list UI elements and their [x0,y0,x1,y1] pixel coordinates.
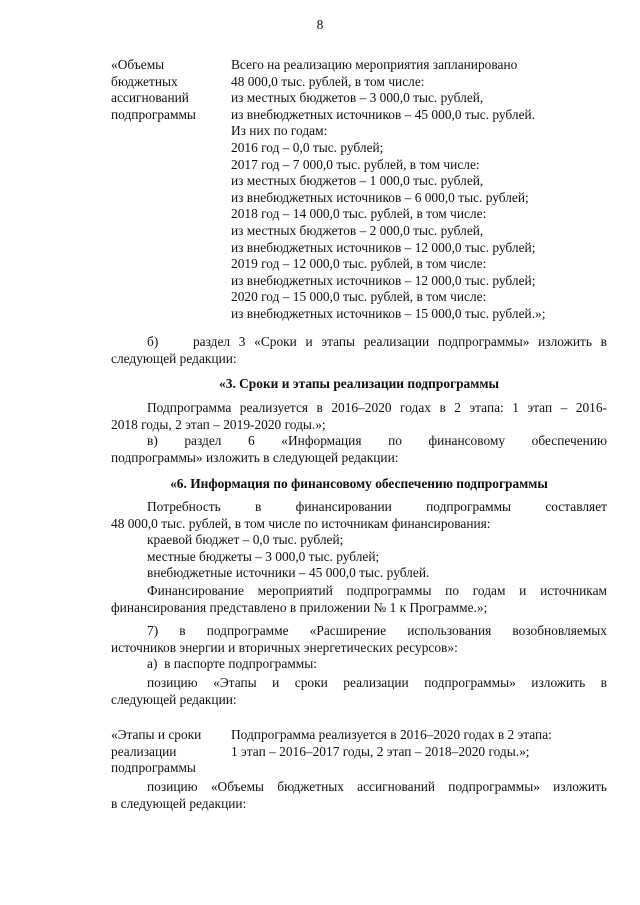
value-line: из внебюджетных источников – 6 000,0 тыс. рублей; [231,189,529,205]
text-line: финансирования представлено в приложении № 1 к Программе.»; [111,599,488,615]
passport-stages-value [231,727,621,760]
label-line: подпрограммы [111,106,196,122]
label-line: подпрограммы [111,760,196,776]
text-line: 48 000,0 тыс. рублей, в том числе по источникам финансирования: [111,515,491,531]
text-line: источников энергии и вторичных энергетических ресурсов»: [111,639,458,655]
value-line: Всего на реализацию мероприятия запланировано [231,57,518,72]
text-line: в) раздел 6 «Информация по финансовому обеспечению [147,433,607,448]
text-line: Потребность в финансировании подпрограммы составляет [147,499,607,514]
value-line: из местных бюджетов – 3 000,0 тыс. рублей, [231,90,484,106]
passport-budget-value [231,57,621,323]
text-line: следующей редакции: [111,691,237,707]
text-line: Подпрограмма реализуется в 2016–2020 годах в 2 этапа: 1 этап – 2016- [147,400,607,415]
label-line: «Объемы [111,57,165,72]
paragraph-financing [111,583,607,616]
text-line: 7) в подпрограмме «Расширение использования возобновляемых [147,623,607,638]
value-line: из местных бюджетов – 1 000,0 тыс. рублей, [231,173,484,189]
paragraph-b [111,334,607,367]
text-line: позицию «Объемы бюджетных ассигнований подпрограммы» изложить [147,779,607,794]
value-line: Из них по годам: [231,123,328,139]
value-line: 1 этап – 2016–2017 годы, 2 этап – 2018–2020 годы.»; [231,743,530,759]
page-number: 8 [316,17,324,32]
source-line: местные бюджеты – 3 000,0 тыс. рублей; [147,548,380,564]
source-line: краевой бюджет – 0,0 тыс. рублей; [147,532,344,548]
text-line: следующей редакции: [111,350,237,366]
label-line: бюджетных [111,73,178,89]
value-line: Подпрограмма реализуется в 2016–2020 годах в 2 этапа: [231,727,552,742]
label-line: «Этапы и сроки [111,727,202,742]
paragraph-v [111,433,607,466]
value-line: 2018 год – 14 000,0 тыс. рублей, в том числе: [231,206,487,222]
section-6-heading: «6. Информация по финансовому обеспечению подпрограммы [170,476,548,491]
paragraph-7 [111,623,607,673]
value-line: из местных бюджетов – 2 000,0 тыс. рублей, [231,222,484,238]
value-line: 2020 год – 15 000,0 тыс. рублей, в том числе: [231,289,487,305]
value-line: из внебюджетных источников – 15 000,0 тыс. рублей.»; [231,305,546,321]
paragraph-position-budget [111,779,607,812]
text-line: 2018 годы, 2 этап – 2019-2020 годы.»; [111,416,326,432]
text-line: а) в паспорте подпрограммы: [147,656,317,672]
paragraph-position-stages [111,675,607,708]
passport-budget-label [111,57,226,123]
value-line: 2016 год – 0,0 тыс. рублей; [231,139,384,155]
text-line: подпрограммы» изложить в следующей редакции: [111,449,399,465]
value-line: 48 000,0 тыс. рублей, в том числе: [231,73,425,89]
label-line: ассигнований [111,90,189,106]
paragraph-stages [111,400,607,433]
text-line: б) раздел 3 «Сроки и этапы реализации подпрограммы» изложить в [147,334,607,349]
passport-stages-label [111,727,226,777]
paragraph-need [111,499,607,582]
section-3-heading: «3. Сроки и этапы реализации подпрограммы [219,376,499,391]
value-line: из внебюджетных источников – 12 000,0 тыс. рублей; [231,272,536,288]
label-line: реализации [111,743,177,759]
value-line: из внебюджетных источников – 12 000,0 тыс. рублей; [231,239,536,255]
value-line: 2017 год – 7 000,0 тыс. рублей, в том числе: [231,156,480,172]
text-line: в следующей редакции: [111,795,247,811]
value-line: из внебюджетных источников – 45 000,0 тыс. рублей. [231,106,536,122]
source-line: внебюджетные источники – 45 000,0 тыс. рублей. [147,565,430,581]
value-line: 2019 год – 12 000,0 тыс. рублей, в том числе: [231,256,487,272]
text-line: Финансирование мероприятий подпрограммы по годам и источникам [147,583,607,598]
text-line: позицию «Этапы и сроки реализации подпрограммы» изложить в [147,675,607,690]
